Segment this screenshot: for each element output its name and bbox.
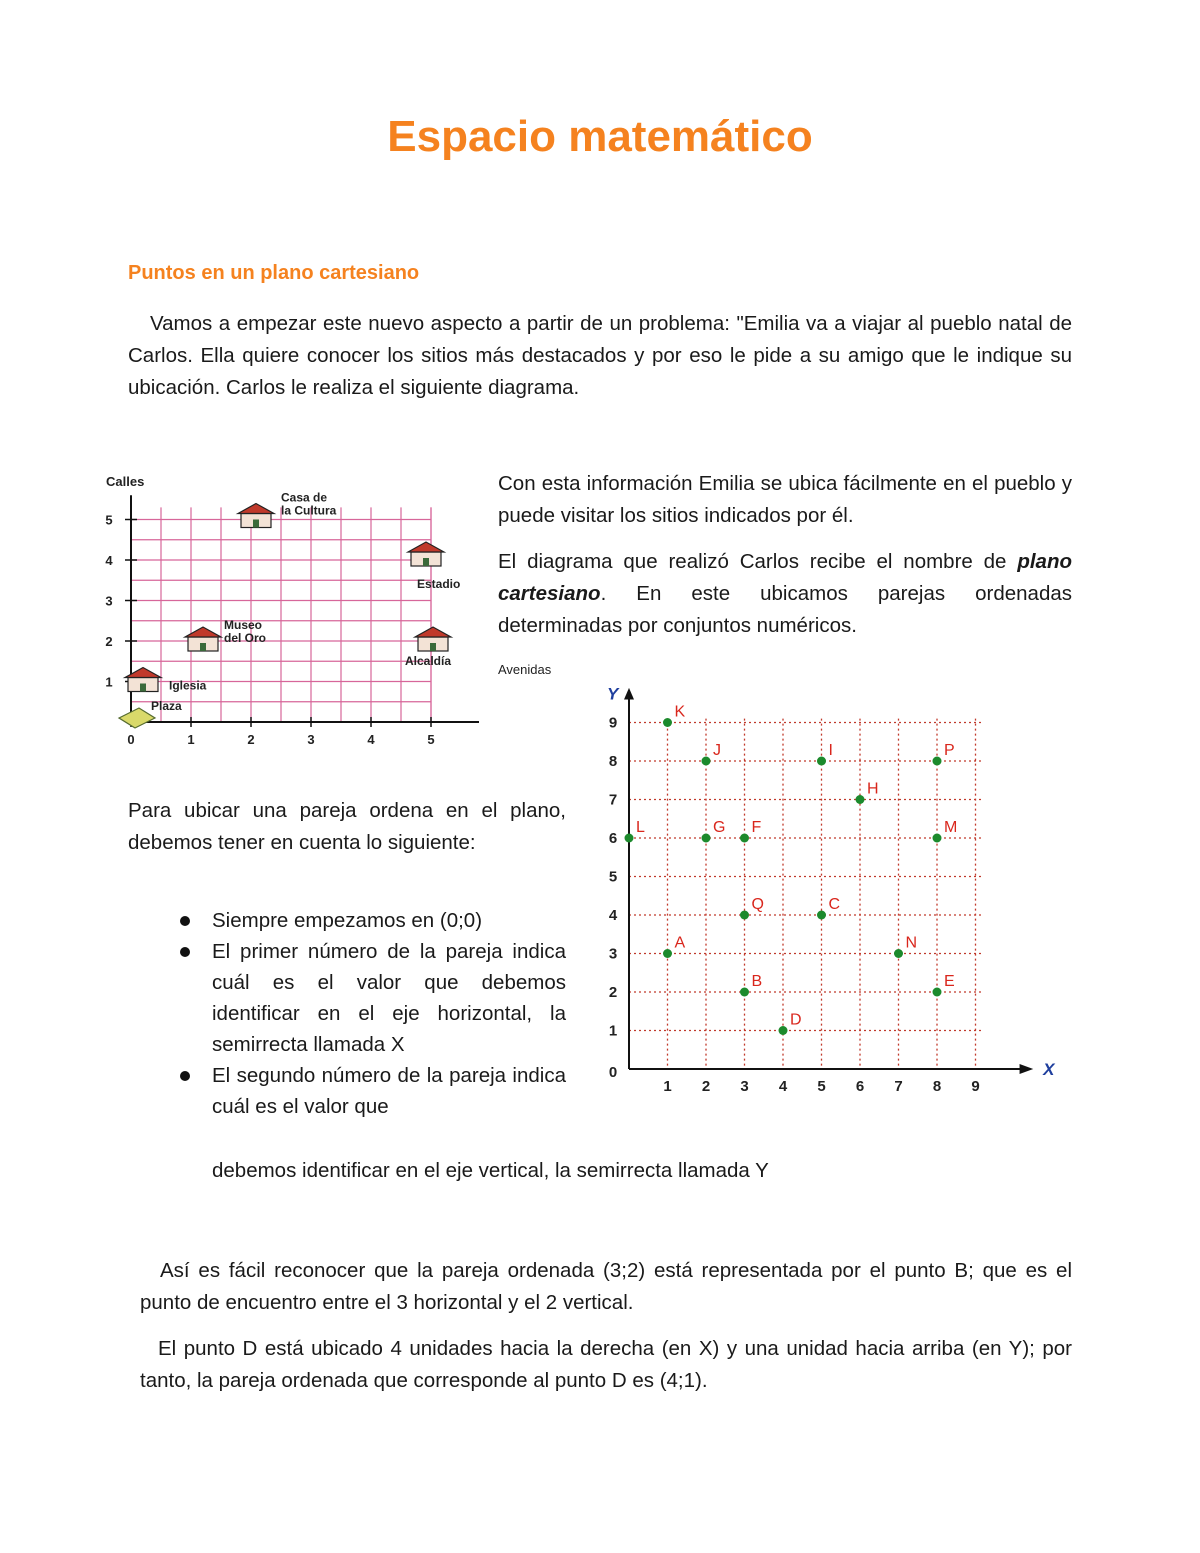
plaza-icon: [119, 708, 155, 728]
section-subtitle: Puntos en un plano cartesiano: [128, 262, 420, 284]
point-l: [625, 834, 634, 843]
point-label-l: L: [636, 819, 645, 836]
y-tick-label: 4: [105, 553, 113, 568]
y-tick-label: 7: [608, 791, 618, 809]
x-axis-arrow-icon: [1020, 1064, 1034, 1074]
plaza-label: Plaza: [151, 699, 182, 713]
casa-cultura-label: Casa de: [281, 490, 328, 505]
x-tick-label: 1: [663, 1078, 672, 1095]
point-f: [740, 834, 749, 843]
museum-icon: [185, 627, 221, 651]
right-paragraph-1: Con esta información Emilia se ubica fácilmente en el pueblo y puede visitar los sitios indicados por él.: [498, 472, 1072, 527]
point-label-j: J: [713, 742, 721, 759]
x-tick-label: 7: [894, 1078, 903, 1095]
point-label-f: F: [751, 819, 762, 836]
town-map-plane: [100, 468, 485, 753]
y-tick-label: 5: [105, 512, 113, 528]
y-tick-label: 2: [608, 984, 618, 1001]
point-label-a: A: [674, 934, 686, 952]
instructions-list: [176, 905, 566, 1122]
y-axis-label: Y: [607, 684, 619, 704]
cartesian-plane-points: [596, 684, 1066, 1100]
conclusion-paragraph-2: El punto D está ubicado 4 unidades hacia la derecha (en X) y una unidad hacia arriba (en Y); por tanto, la pareja ordenada que corresponde al punto D es (4;1).: [140, 1337, 1072, 1392]
page-title: Espacio matemático: [387, 112, 813, 161]
list-item: El primer número de la pareja indica cuál es el valor que debemos identificar en el eje horizontal, la semirrecta llamada X: [176, 936, 566, 1060]
point-a: [663, 949, 672, 958]
x-tick-label: 2: [701, 1078, 711, 1095]
y-axis-arrow-icon: [624, 688, 634, 700]
point-label-k: K: [674, 703, 686, 721]
x-tick-label: 2: [247, 732, 255, 747]
point-label-c: C: [828, 896, 841, 913]
culture-house-icon: [238, 504, 274, 528]
y-tick-label: 9: [608, 714, 618, 732]
museo-label: Museo: [224, 617, 263, 632]
estadio-label: Estadio: [417, 577, 461, 591]
x-tick-label: 9: [971, 1078, 980, 1095]
y-axis-label: Calles: [106, 474, 145, 489]
point-label-m: M: [944, 819, 958, 836]
point-label-d: D: [790, 1011, 802, 1029]
point-label-g: G: [713, 819, 726, 836]
point-k: [663, 718, 672, 727]
point-i: [817, 757, 826, 766]
conclusion-paragraph-1: Así es fácil reconocer que la pareja ordenada (3;2) está representada por el punto B; que es el punto de encuentro entre el 3 horizontal y el 2 vertical.: [140, 1259, 1072, 1314]
city-hall-icon: [415, 627, 451, 651]
list-item: Siempre empezamos en (0;0): [176, 905, 566, 936]
x-tick-label: 5: [817, 1078, 826, 1095]
point-label-p: P: [944, 742, 955, 759]
point-d: [779, 1026, 788, 1035]
list-item: El segundo número de la pareja indica cuál es el valor que: [176, 1060, 566, 1122]
x-tick-label: 4: [778, 1078, 788, 1095]
y-tick-label: 5: [608, 868, 618, 886]
y-tick-label: 1: [105, 674, 113, 690]
x-tick-label: 6: [855, 1078, 865, 1095]
point-n: [894, 949, 903, 958]
y-tick-label: 6: [608, 830, 618, 847]
point-label-i: I: [828, 742, 833, 759]
x-tick-label: 3: [740, 1078, 749, 1095]
bullet-icon: [180, 916, 190, 926]
intro-paragraph: Vamos a empezar este nuevo aspecto a partir de un problema: "Emilia va a viajar al pueblo natal de Carlos. Ella quiere conocer los sitios más destacados y por eso le pide a su amigo que le indique su ubicación. Carlos le realiza el siguiente diagrama.: [128, 312, 1072, 399]
y-tick-label: 3: [105, 593, 113, 609]
x-tick-label: 0: [127, 732, 135, 747]
point-q: [740, 911, 749, 920]
y-tick-label: 8: [608, 753, 618, 770]
right-paragraph-2: [498, 546, 1072, 642]
stadium-icon: [408, 542, 444, 566]
x-tick-label: 8: [932, 1078, 942, 1095]
x-tick-label: 3: [307, 732, 315, 747]
point-j: [702, 757, 711, 766]
p2-before: El diagrama que realizó Carlos recibe el nombre de: [498, 550, 1018, 573]
term-plano-cartesiano: plano cartesiano: [498, 550, 1072, 605]
point-label-n: N: [905, 934, 918, 952]
casa-cultura-label: la Cultura: [281, 503, 337, 518]
point-p: [933, 757, 942, 766]
y-tick-label: 2: [105, 634, 113, 649]
point-c: [817, 911, 826, 920]
y-tick-label: 3: [608, 945, 618, 963]
point-g: [702, 834, 711, 843]
iglesia-label: Iglesia: [169, 678, 207, 693]
x-tick-label: 4: [367, 732, 375, 747]
p2-after: . En este ubicamos parejas ordenadas determinadas por conjuntos numéricos.: [498, 582, 1072, 637]
point-e: [933, 988, 942, 997]
point-b: [740, 988, 749, 997]
point-label-q: Q: [751, 896, 764, 913]
x-tick-label: 1: [187, 732, 195, 747]
instructions-lead: Para ubicar una pareja ordena en el plano, debemos tener en cuenta lo siguiente:: [128, 799, 566, 854]
alcaldia-label: Alcaldía: [405, 654, 452, 668]
y-tick-label: 1: [608, 1022, 618, 1040]
axis-caption-avenidas: Avenidas: [498, 662, 552, 677]
point-label-e: E: [944, 973, 955, 990]
bullet-icon: [180, 1071, 190, 1081]
point-h: [856, 795, 865, 804]
point-label-b: B: [751, 973, 763, 990]
bullet-continuation: debemos identificar en el eje vertical, la semirrecta llamada Y: [212, 1159, 769, 1182]
x-tick-label: 5: [427, 732, 435, 747]
point-label-h: H: [867, 780, 879, 798]
y-tick-label: 4: [608, 907, 618, 924]
x-axis-label: X: [1043, 1060, 1055, 1079]
point-m: [933, 834, 942, 843]
museo-label: del Oro: [224, 630, 267, 645]
origin-label: 0: [608, 1064, 618, 1081]
bullet-icon: [180, 947, 190, 957]
